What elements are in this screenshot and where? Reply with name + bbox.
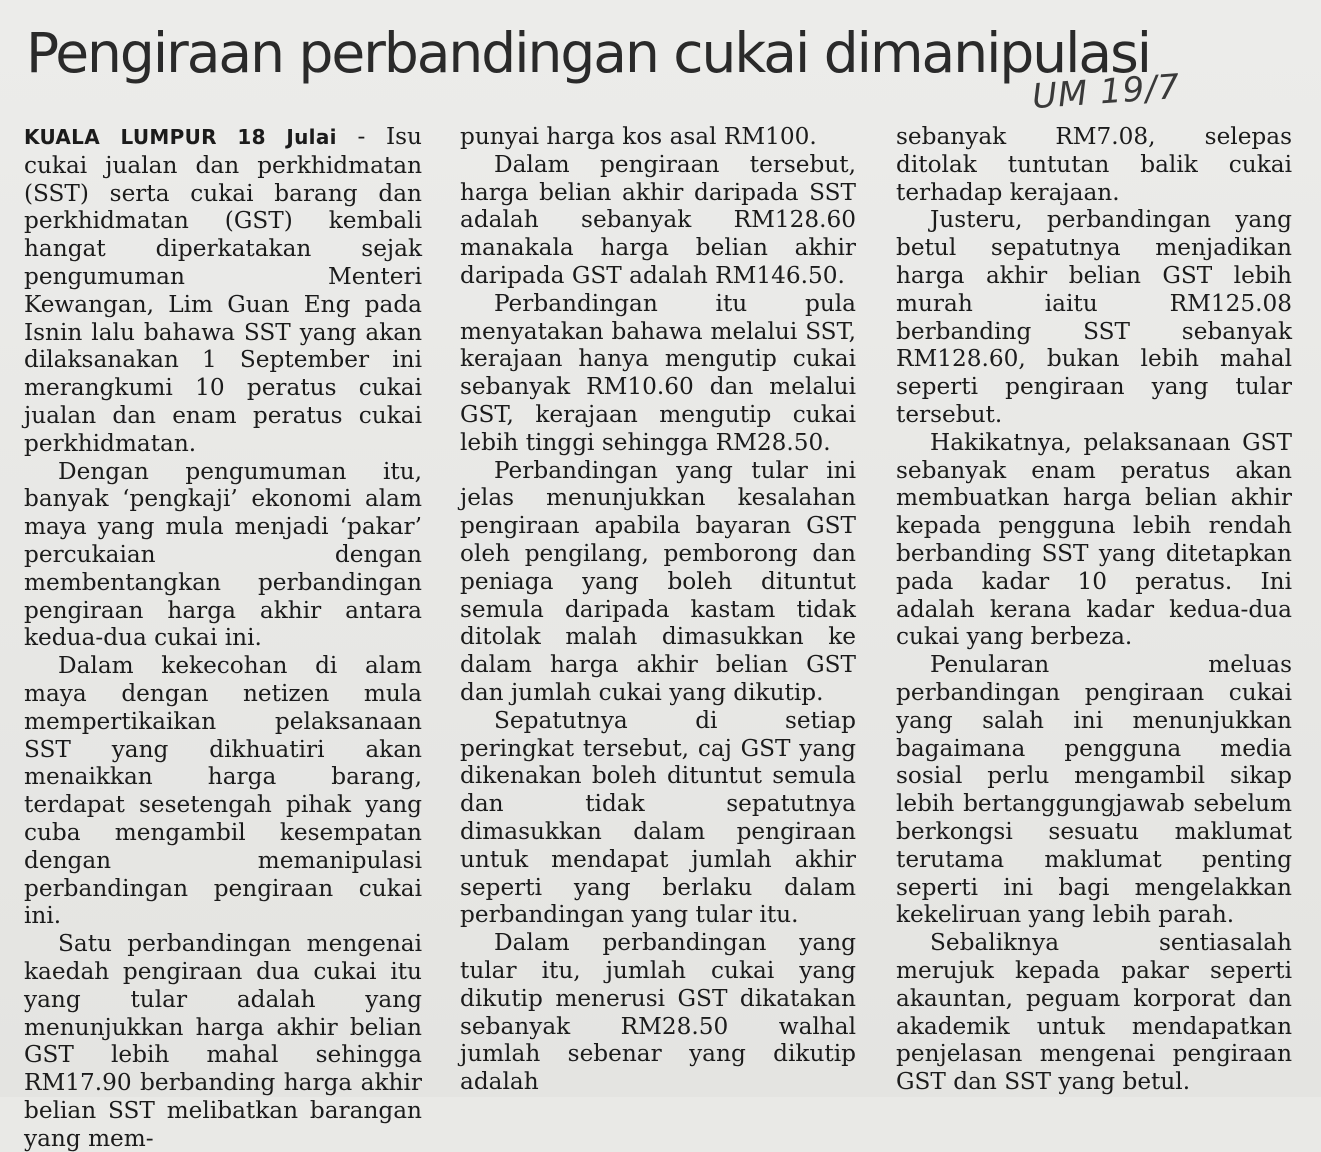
paragraph-continuation: sebanyak RM7.08, selepas ditolak tuntutan balik cukai terhadap kerajaan. [896, 123, 1292, 206]
article-column-1 [24, 123, 422, 1152]
handwritten-annotation: UM 19/7 [1030, 66, 1182, 118]
paragraph-continuation: punyai harga kos asal RM100. [460, 123, 817, 150]
article-column-3 [896, 123, 1292, 1096]
paragraph: Perbandingan itu pula menyatakan bahawa melalui SST, kerajaan hanya mengutip cukai sebanyak RM10.60 dan melalui GST, kerajaan mengutip cukai lebih tinggi sehingga RM28.50. [460, 289, 856, 456]
paragraph: Sepatutnya di setiap peringkat tersebut, caj GST yang dikenakan boleh dituntut semula dan tidak sepatutnya dimasukkan dalam pengiraan untuk mendapat jumlah akhir seperti yang berlaku dalam perbandingan yang tular itu. [460, 706, 856, 929]
paragraph: Perbandingan yang tular ini jelas menunjukkan kesalahan pengiraan apabila bayaran GST oleh pengilang, pemborong dan peniaga yang boleh dituntut semula daripada kastam tidak ditolak malah dimasukkan ke dalam harga akhir belian GST dan jumlah cukai yang dikutip. [460, 456, 856, 706]
paragraph: Dengan pengumuman itu, banyak ‘pengkaji’ ekonomi alam maya yang mula menjadi ‘pakar’ percukaian dengan membentangkan perbandingan pengiraan harga akhir antara kedua-dua cukai ini. [24, 457, 422, 652]
paragraph: Hakikatnya, pelaksanaan GST sebanyak enam peratus akan membuatkan harga belian akhir kepada pengguna lebih rendah berbanding SST yang ditetapkan pada kadar 10 peratus. Ini adalah kerana kadar kedua-dua cukai yang berbeza. [896, 428, 1292, 651]
article-column-2 [460, 123, 856, 1096]
paragraph: Sebaliknya sentiasalah merujuk kepada pakar seperti akauntan, peguam korporat dan akademik untuk mendapatkan penjelasan mengenai pengiraan GST dan SST yang betul. [896, 929, 1292, 1096]
lead-paragraph [24, 123, 422, 458]
dateline: KUALA LUMPUR 18 Julai [24, 125, 337, 149]
paragraph: Penularan meluas perbandingan pengiraan cukai yang salah ini menunjukkan bagaimana pengguna media sosial perlu mengambil sikap lebih bertanggungjawab sebelum berkongsi sesuatu maklumat terutama maklumat penting seperti ini bagi mengelakkan kekeliruan yang lebih parah. [896, 651, 1292, 929]
paragraph: Dalam perbandingan yang tular itu, jumlah cukai yang dikutip menerusi GST dikatakan sebanyak RM28.50 walhal jumlah sebenar yang dikutip adalah [460, 929, 856, 1096]
paragraph: Satu perbandingan mengenai kaedah pengiraan dua cukai itu yang tular adalah yang menunjukkan harga akhir belian GST lebih mahal sehingga RM17.90 berbanding harga akhir belian SST melibatkan barangan yang mem- [24, 930, 422, 1152]
paragraph: Dalam pengiraan tersebut, harga belian akhir daripada SST adalah sebanyak RM128.60 manakala harga belian akhir daripada GST adalah RM146.50. [460, 150, 856, 289]
paragraph: Dalam kekecohan di alam maya dengan netizen mula mempertikaikan pelaksanaan SST yang dikhuatiri akan menaikkan harga barang, terdapat sesetengah pihak yang cuba mengambil kesempatan dengan memanipulasi perbandingan pengiraan cukai ini. [24, 652, 422, 930]
lead-text: - Isu cukai jualan dan perkhidmatan (SST) serta cukai barang dan perkhidmatan (GST) kembali hangat diperkatakan sejak pengumuman Menteri Kewangan, Lim Guan Eng pada Isnin lalu bahawa SST yang akan dilaksanakan 1 September ini merangkumi 10 peratus cukai jualan dan enam peratus cukai perkhidmatan. [24, 123, 422, 457]
paragraph: Justeru, perbandingan yang betul sepatutnya menjadikan harga akhir belian GST lebih murah iaitu RM125.08 berbanding SST sebanyak RM128.60, bukan lebih mahal seperti pengiraan yang tular tersebut. [896, 206, 1292, 428]
headline: Pengiraan perbandingan cukai dimanipulasi [26, 21, 1151, 85]
